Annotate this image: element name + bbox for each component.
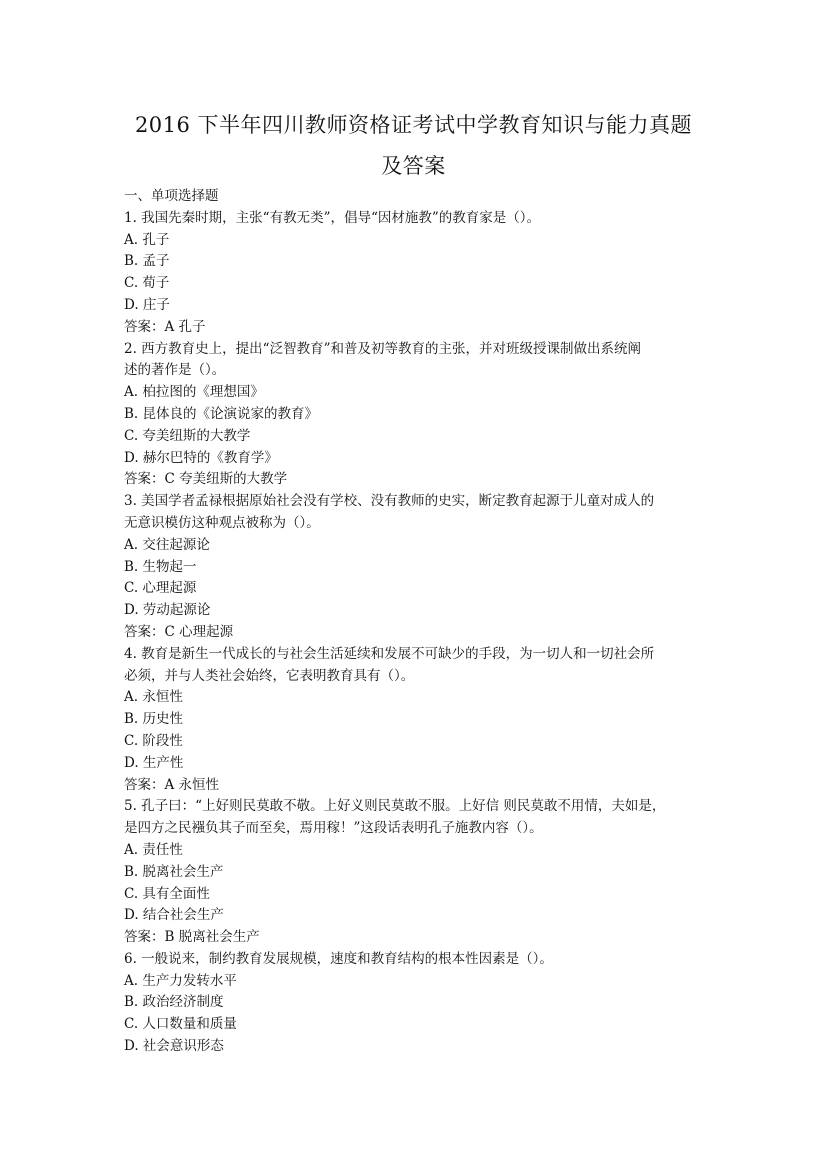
text-line: B. 脱离社会生产: [124, 863, 224, 880]
text-line: D. 赫尔巴特的《教育学》: [124, 449, 278, 466]
text-line: A. 责任性: [124, 841, 183, 858]
text-line: 答案：C 心理起源: [124, 623, 234, 640]
text-line: B. 生物起一: [124, 558, 197, 575]
text-line: 2. 西方教育史上，提出“泛智教育”和普及初等教育的主张，并对班级授课制做出系统阐: [124, 340, 641, 357]
text-line: 1. 我国先秦时期，主张“有教无类”，倡导“因材施教”的教育家是（）。: [124, 209, 541, 226]
text-line: C. 夸美纽斯的大教学: [124, 427, 251, 444]
text-line: D. 结合社会生产: [124, 907, 224, 924]
text-line: D. 社会意识形态: [124, 1038, 224, 1055]
text-line: 述的著作是（）。: [124, 362, 226, 379]
text-line: C. 人口数量和质量: [124, 1016, 237, 1033]
text-line: 答案：C 夸美纽斯的大教学: [124, 471, 288, 488]
text-line: C. 阶段性: [124, 732, 183, 749]
text-line: 3. 美国学者孟禄根据原始社会没有学校、没有教师的史实，断定教育起源于儿童对成人的: [124, 493, 655, 510]
text-line: D. 生产性: [124, 754, 184, 771]
text-line: C. 荀子: [124, 275, 170, 292]
text-line: 答案：B 脱离社会生产: [124, 929, 260, 946]
text-line: 一、单项选择题: [124, 188, 219, 204]
text-line: C. 心理起源: [124, 580, 197, 597]
text-line: A. 孔子: [124, 231, 170, 248]
text-line: 答案：A 永恒性: [124, 776, 220, 793]
text-line: 6. 一般说来，制约教育发展规模，速度和教育结构的根本性因素是（）。: [124, 950, 553, 967]
text-line: B. 政治经济制度: [124, 994, 224, 1011]
text-line: 5. 孔子曰：“上好则民莫敢不敬。上好义则民莫敢不服。上好信 则民莫敢不用情，夫如是，: [124, 798, 666, 815]
text-line: A. 生产力发转水平: [124, 972, 237, 989]
text-line: 是四方之民襁负其子而至矣，焉用稼！”这段话表明孔子施教内容（）。: [124, 820, 543, 837]
text-line: A. 交往起源论: [124, 536, 210, 553]
document-title-line-1: 2016 下半年四川教师资格证考试中学教育知识与能力真题: [134, 113, 693, 137]
text-line: A. 柏拉图的《理想国》: [124, 384, 264, 401]
document-body: [124, 186, 724, 1058]
text-line: 必须，并与人类社会始终，它表明教育具有（）。: [124, 667, 415, 684]
text-line: 无意识模仿这种观点被称为（）。: [124, 514, 320, 531]
text-line: A. 永恒性: [124, 689, 183, 706]
text-line: B. 历史性: [124, 711, 184, 728]
text-line: 答案：A 孔子: [124, 318, 206, 335]
text-line: D. 庄子: [124, 296, 170, 313]
text-line: 4. 教育是新生一代成长的与社会生活延续和发展不可缺少的手段，为一切人和一切社会所: [124, 645, 655, 662]
text-line: B. 孟子: [124, 253, 170, 270]
document-title-line-2: 及答案: [381, 154, 446, 178]
text-line: B. 昆体良的《论演说家的教育》: [124, 405, 319, 422]
text-line: D. 劳动起源论: [124, 602, 211, 619]
text-line: C. 具有全面性: [124, 885, 210, 902]
